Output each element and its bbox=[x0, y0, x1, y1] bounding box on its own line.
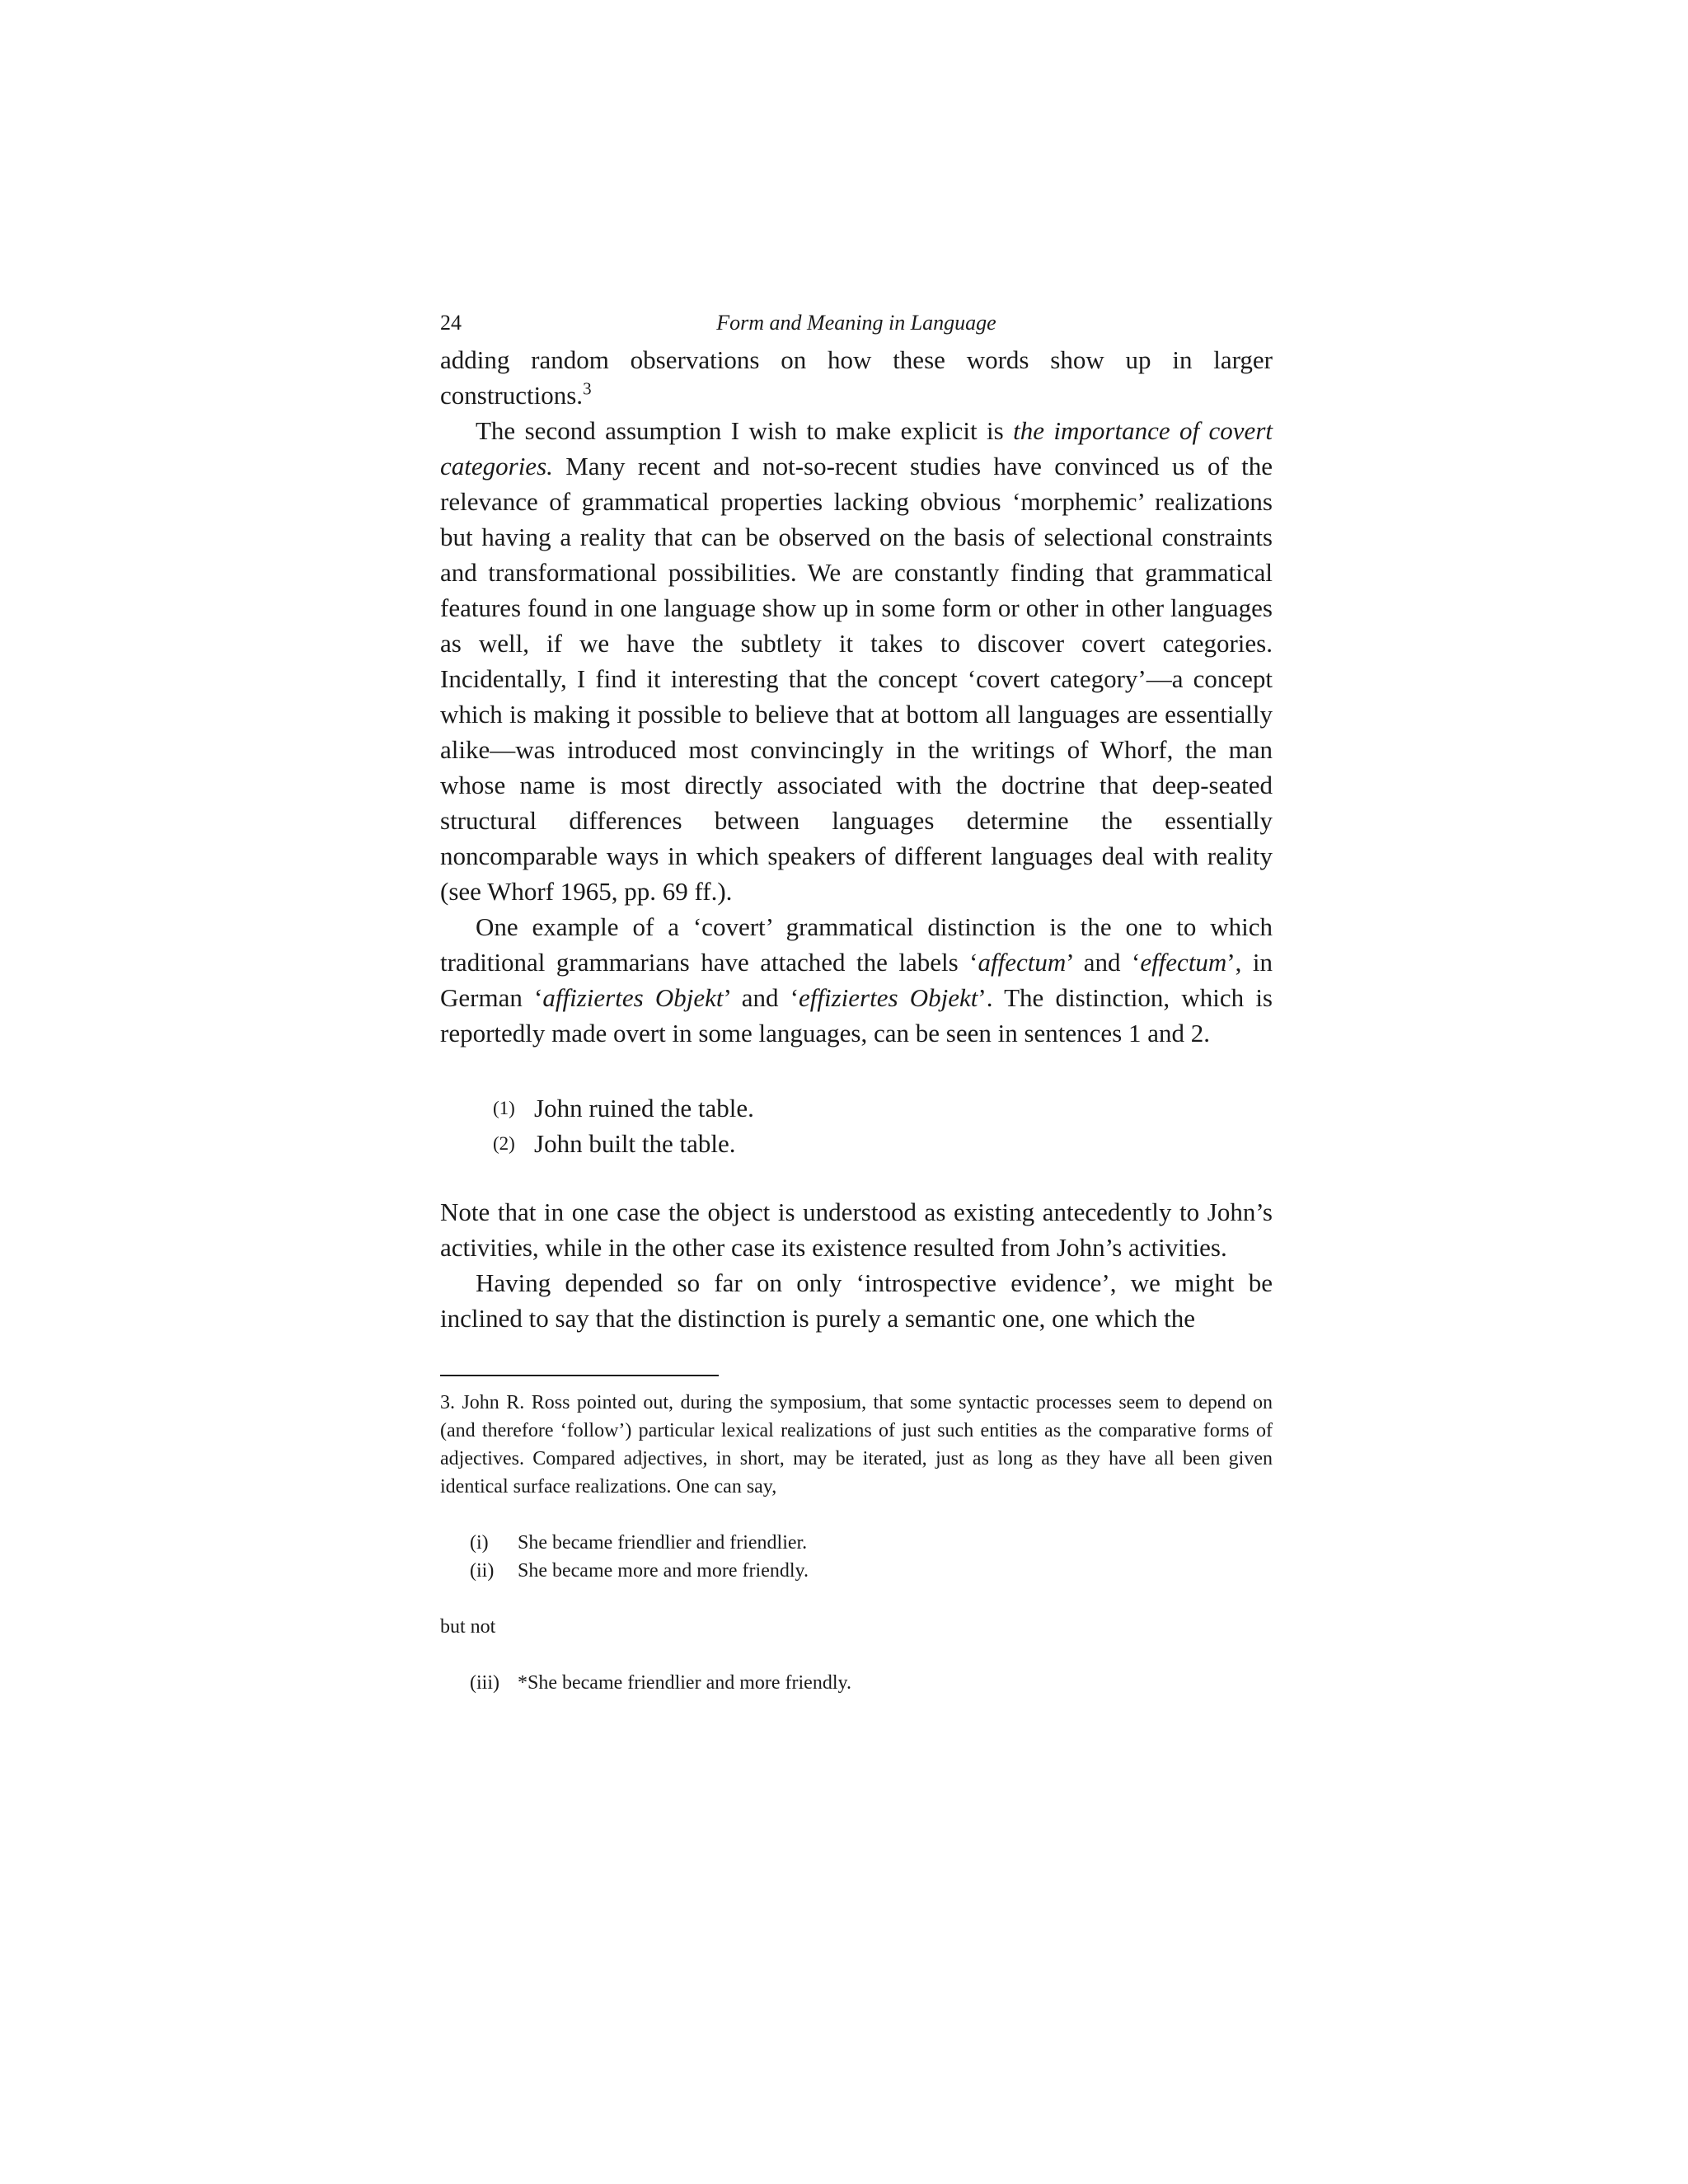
page-number: 24 bbox=[440, 311, 462, 335]
paragraph-5: Having depended so far on only ‘introspective evidence’, we might be inclined to say that the distinction is purely a semantic one, one which the bbox=[440, 1268, 1273, 1333]
footnote-example-i bbox=[470, 1529, 1273, 1557]
term-effectum: effectum bbox=[1140, 948, 1227, 977]
example-text: She became more and more friendly. bbox=[518, 1560, 809, 1582]
paragraph-3-text-d: ’ and ‘ bbox=[723, 983, 799, 1012]
term-affiziertes: affiziertes Objekt bbox=[542, 983, 724, 1012]
running-title: Form and Meaning in Language bbox=[716, 311, 996, 335]
footnote-but-not: but not bbox=[440, 1616, 496, 1638]
paragraph-3-text-a: One example of a ‘covert’ grammatical distinction is the one to which traditional grammarians have attached the labels ‘ bbox=[440, 912, 1273, 977]
book-page bbox=[440, 307, 1273, 1725]
footnote-text: 3. John R. Ross pointed out, during the symposium, that some syntactic processes seem to depend on (and therefore ‘follow’) particular lexical realizations of just such entities as the comparative forms of adjectives. Compared adjectives, in short, may be iterated, just as long as they have all been given identical surface realizations. One can say, bbox=[440, 1392, 1273, 1497]
footnote-3 bbox=[440, 1389, 1273, 1697]
paragraph-3-text-b: ’ and ‘ bbox=[1066, 948, 1141, 977]
footnote-bad-examples bbox=[470, 1669, 1273, 1697]
paragraph-1-text: adding random observations on how these words show up in larger constructions. bbox=[440, 345, 1273, 410]
term-effiziertes: effiziertes Objekt bbox=[799, 983, 978, 1012]
example-number: (1) bbox=[493, 1098, 515, 1118]
paragraph-4: Note that in one case the object is understood as existing antecedently to John’s activities, while in the other case its existence resulted from John’s activities. bbox=[440, 1197, 1273, 1262]
paragraph-3-text-c: ’, in German ‘ bbox=[440, 948, 1273, 1012]
example-number: (2) bbox=[493, 1133, 515, 1154]
footnote-example-iii bbox=[470, 1669, 1273, 1697]
term-affectum: affectum bbox=[978, 948, 1067, 977]
example-number: (ii) bbox=[470, 1560, 495, 1582]
main-text bbox=[440, 342, 1273, 1051]
example-text: *She became friendlier and more friendly. bbox=[518, 1672, 851, 1694]
example-1 bbox=[493, 1090, 1273, 1126]
footnote-rule bbox=[440, 1375, 719, 1376]
paragraph-1 bbox=[440, 342, 1273, 413]
paragraph-2-text-b: Many recent and not-so-recent studies have convinced us of the relevance of grammatical properties lacking obvious ‘morphemic’ realizations but having a reality that can be observed on the basis of selectional constraints and transformational possibilities. We are constantly finding that grammatical features found in one language show up in some form or other in other languages as well, if we have the subtlety it takes to discover covert categories. Incidentally, I find it interesting that the concept ‘covert category’—a concept which is making it possible to believe that at bottom all languages are essentially alike—was introduced most convincingly in the writings of Whorf, the man whose name is most directly associated with the doctrine that deep-seated structural differences between languages determine the essentially noncomparable ways in which speakers of different languages deal with reality (see Whorf 1965, pp. 69 ff.). bbox=[440, 452, 1273, 906]
footnote-reference: 3 bbox=[583, 378, 592, 399]
footnote-examples bbox=[470, 1529, 1273, 1585]
paragraph-3-text-e: ’. The distinction, which is reportedly made overt in some languages, can be seen in sentences 1 and 2. bbox=[440, 983, 1273, 1047]
paragraph-2-text-a: The second assumption I wish to make explicit is bbox=[476, 416, 1014, 445]
example-text: John built the table. bbox=[534, 1129, 736, 1158]
example-number: (iii) bbox=[470, 1672, 499, 1694]
example-number: (i) bbox=[470, 1532, 489, 1554]
example-2 bbox=[493, 1126, 1273, 1161]
example-sentences bbox=[493, 1090, 1273, 1161]
main-text-continued bbox=[440, 1194, 1273, 1336]
example-text: She became friendlier and friendlier. bbox=[518, 1532, 808, 1554]
paragraph-3 bbox=[440, 909, 1273, 1051]
running-head bbox=[440, 307, 1273, 340]
footnote-example-ii bbox=[470, 1557, 1273, 1585]
example-text: John ruined the table. bbox=[534, 1094, 754, 1122]
paragraph-2 bbox=[440, 413, 1273, 909]
paragraph-2-emphasis: the importance of covert categories. bbox=[440, 416, 1273, 480]
